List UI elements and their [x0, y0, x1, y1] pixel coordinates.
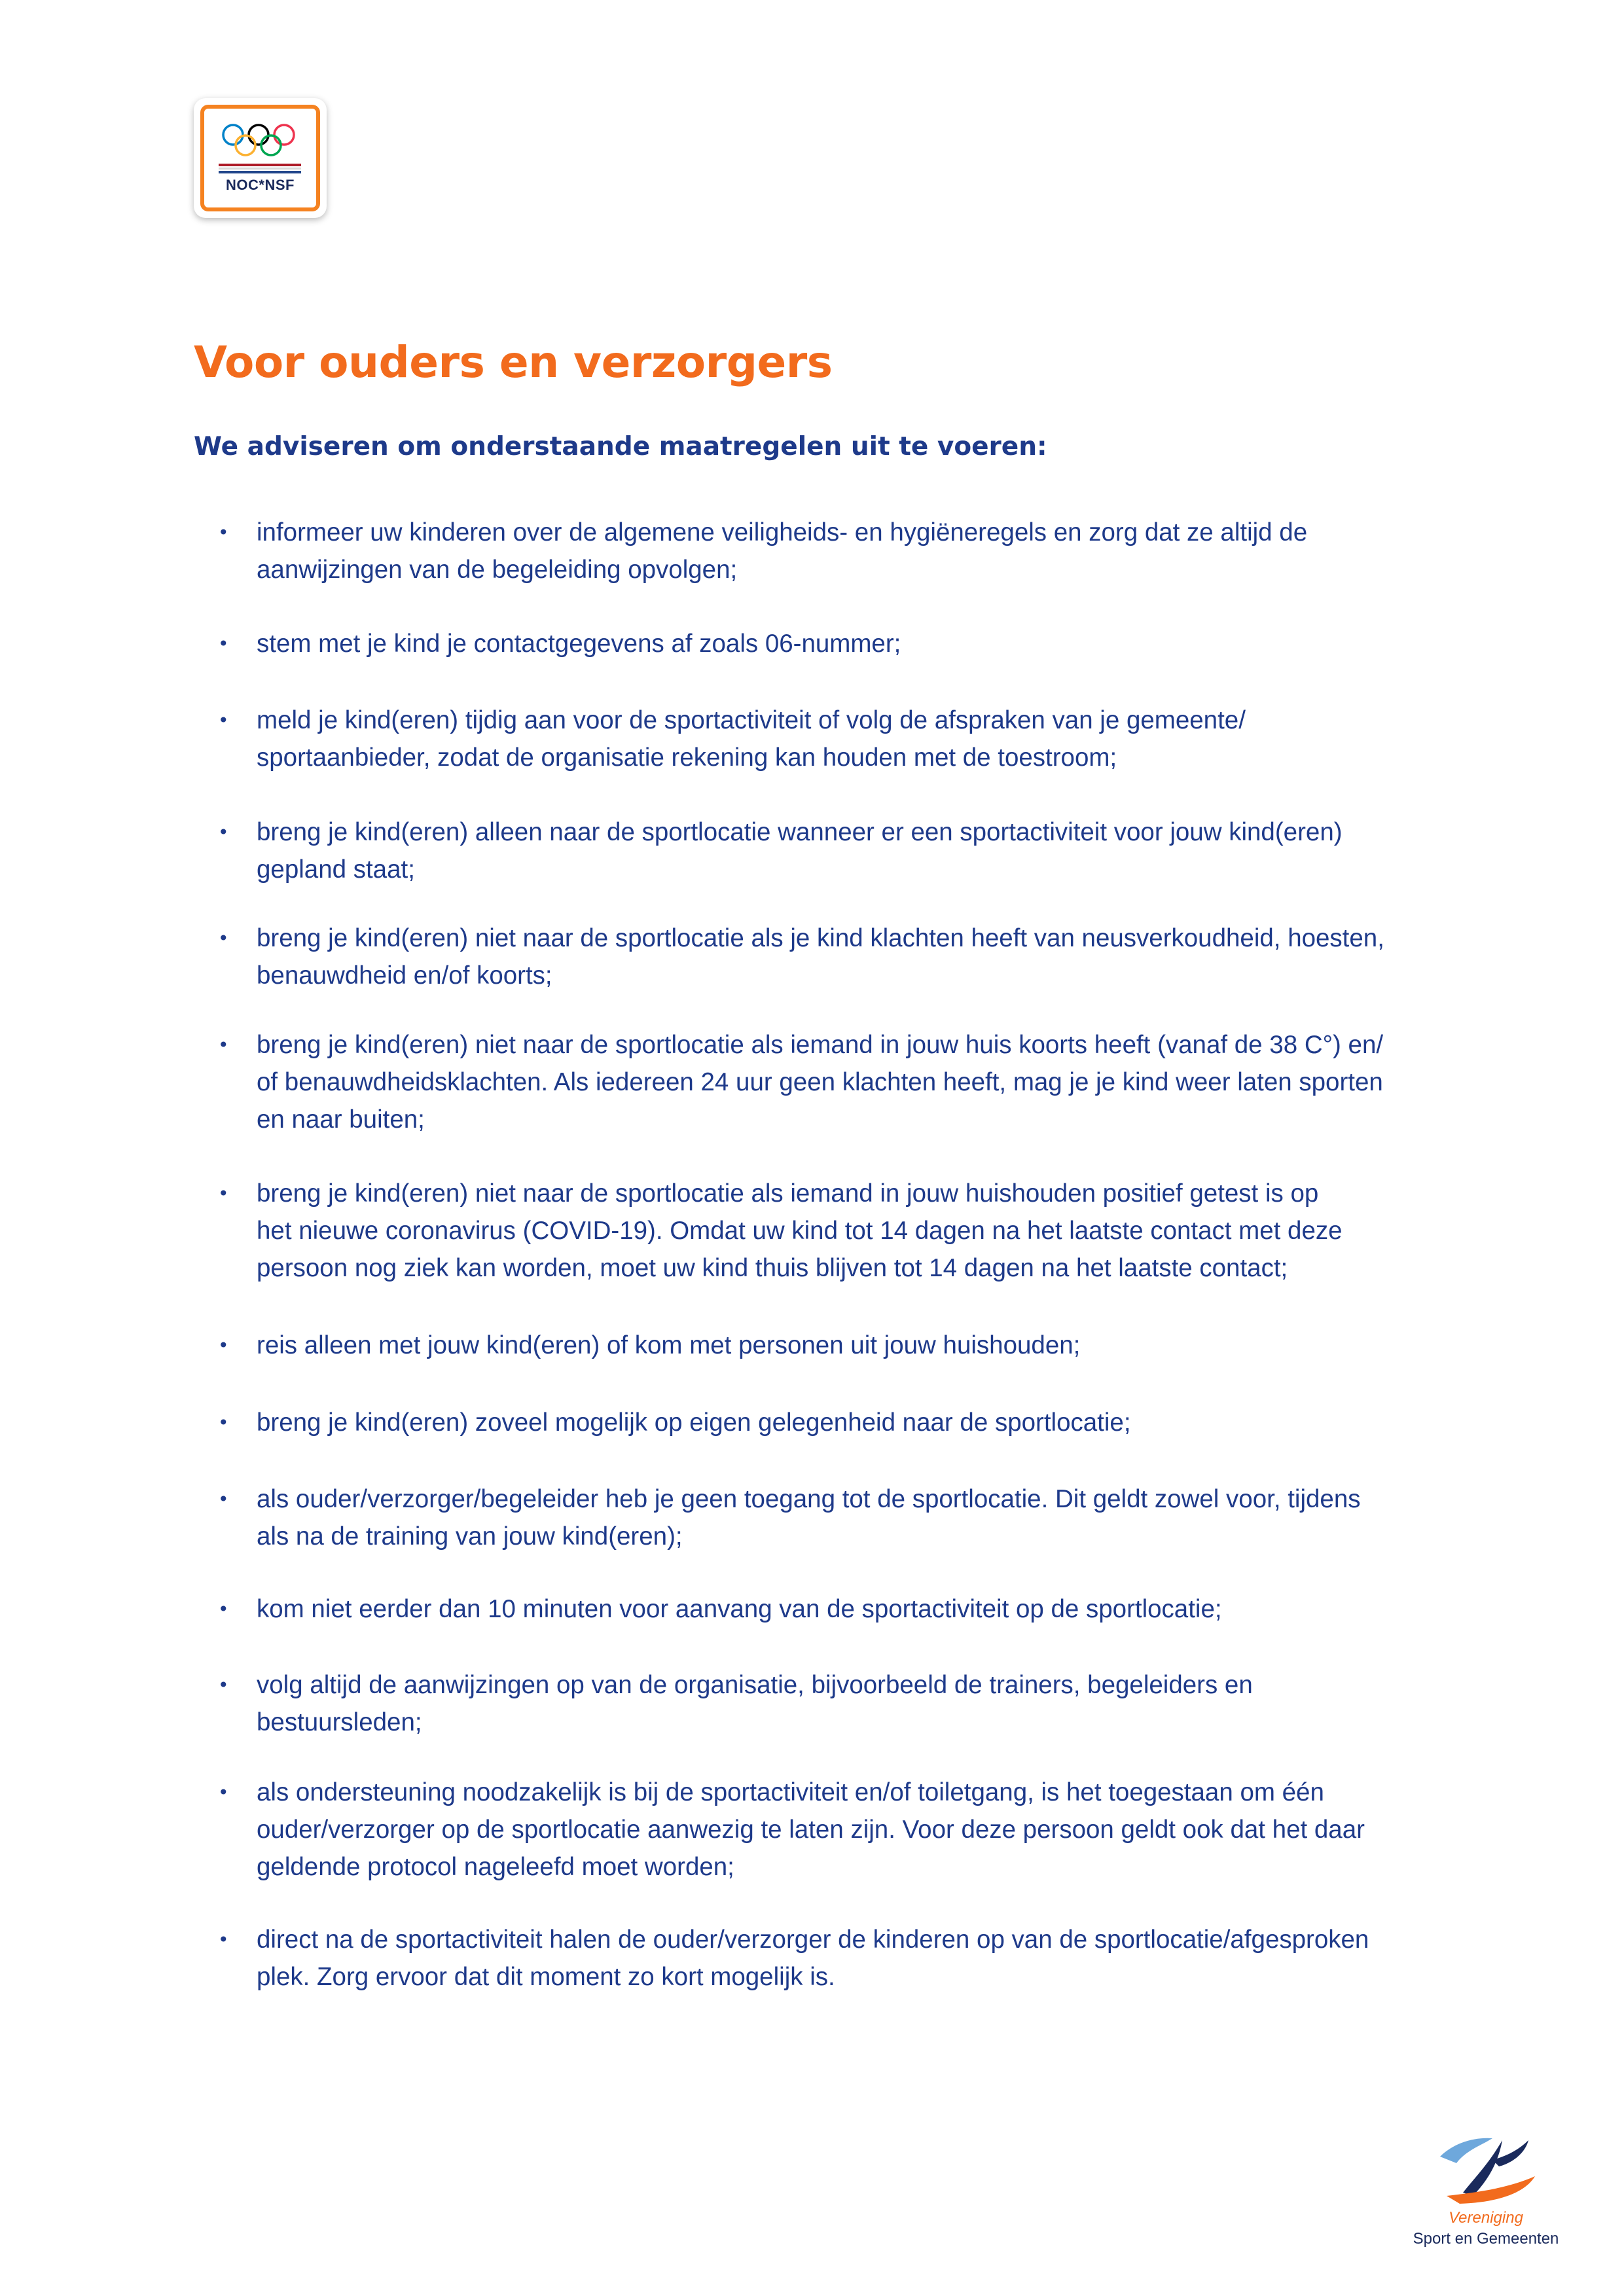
measure-line: bestuursleden; [257, 1708, 422, 1736]
measure-text [257, 702, 1487, 776]
bullet-marker: • [218, 522, 229, 543]
measure-line: reis alleen met jouw kind(eren) of kom met personen uit jouw huishouden; [257, 1331, 1081, 1359]
measure-line: volg altijd de aanwijzingen op van de organisatie, bijvoorbeeld de trainers, begeleiders en [257, 1671, 1253, 1699]
bullet-marker: • [218, 1598, 229, 1620]
measure-line: als ouder/verzorger/begeleider heb je geen toegang tot de sportlocatie. Dit geldt zowel voor, tijdens [257, 1485, 1361, 1513]
measure-line: aanwijzingen van de begeleiding opvolgen; [257, 556, 738, 584]
measure-line: of benauwdheidsklachten. Als iedereen 24 uur geen klachten heeft, mag je je kind weer laten sporten [257, 1068, 1383, 1096]
measure-text [257, 1480, 1487, 1555]
bullet-marker: • [218, 1488, 229, 1510]
measure-text [257, 920, 1487, 994]
bullet-marker: • [218, 1412, 229, 1433]
measure-line: en naar buiten; [257, 1105, 425, 1134]
measure-line: kom niet eerder dan 10 minuten voor aanvang van de sportactiviteit op de sportlocatie; [257, 1595, 1222, 1623]
bullet-marker: • [218, 1335, 229, 1356]
measure-line: breng je kind(eren) niet naar de sportlocatie als iemand in jouw huishouden positief getest is op [257, 1179, 1319, 1208]
measure-line: meld je kind(eren) tijdig aan voor de sportactiviteit of volg de afspraken van je gemeente/ [257, 706, 1246, 734]
measure-line: informeer uw kinderen over de algemene veiligheids- en hygiëneregels en zorg dat ze altijd de [257, 518, 1308, 547]
measure-text [257, 1774, 1487, 1886]
measure-line: breng je kind(eren) zoveel mogelijk op eigen gelegenheid naar de sportlocatie; [257, 1408, 1131, 1437]
measure-line: breng je kind(eren) niet naar de sportlocatie als je kind klachten heeft van neusverkoudheid, hoesten, [257, 924, 1384, 952]
measure-line: breng je kind(eren) alleen naar de sportlocatie wanneer er een sportactiviteit voor jouw kind(eren) [257, 818, 1343, 846]
measure-text [257, 1921, 1487, 1996]
bullet-marker: • [218, 1929, 229, 1950]
bullet-marker: • [218, 1034, 229, 1056]
olympic-rings-icon [194, 98, 327, 218]
measure-text [257, 1327, 1487, 1364]
measure-text [257, 1666, 1487, 1741]
measure-line: plek. Zorg ervoor dat dit moment zo kort mogelijk is. [257, 1963, 835, 1991]
measure-text [257, 1026, 1487, 1138]
measure-line: geldende protocol nageleefd moet worden; [257, 1853, 734, 1881]
measure-line: als ondersteuning noodzakelijk is bij de sportactiviteit en/of toiletgang, is het toegestaan om één [257, 1778, 1324, 1806]
measure-text [257, 814, 1487, 888]
measure-line: sportaanbieder, zodat de organisatie rekening kan houden met de toestroom; [257, 744, 1117, 772]
org-name-line1: Vereniging [1449, 2209, 1523, 2227]
measure-text [257, 1175, 1487, 1287]
measure-line: als na de training van jouw kind(eren); [257, 1522, 683, 1551]
noc-nsf-logo [194, 98, 327, 218]
org-name-line2: Sport en Gemeenten [1413, 2230, 1559, 2248]
bullet-marker: • [218, 1674, 229, 1696]
logo-wordmark: NOC*NSF [226, 177, 295, 193]
page-subtitle: We adviseren om onderstaande maatregelen uit te voeren: [194, 432, 1047, 461]
measure-text [257, 1590, 1487, 1628]
measure-line: benauwdheid en/of koorts; [257, 961, 552, 990]
page-title: Voor ouders en verzorgers [194, 337, 833, 387]
bullet-marker: • [218, 709, 229, 731]
bullet-marker: • [218, 633, 229, 655]
bullet-marker: • [218, 927, 229, 949]
bullet-marker: • [218, 1183, 229, 1204]
measure-line: persoon nog ziek kan worden, moet uw kind thuis blijven tot 14 dagen na het laatste contact; [257, 1254, 1288, 1282]
bullet-marker: • [218, 1782, 229, 1803]
measure-line: breng je kind(eren) niet naar de sportlocatie als iemand in jouw huis koorts heeft (vanaf de 38 C°) en/ [257, 1031, 1384, 1059]
measure-text [257, 514, 1487, 588]
measure-text [257, 625, 1487, 662]
measure-line: het nieuwe coronavirus (COVID-19). Omdat uw kind tot 14 dagen na het laatste contact met deze [257, 1217, 1343, 1245]
measure-text [257, 1404, 1487, 1441]
sport-figure-icon [1427, 2130, 1545, 2209]
measure-line: ouder/verzorger op de sportlocatie aanwezig te laten zijn. Voor deze persoon geldt ook dat het daar [257, 1816, 1365, 1844]
vsg-logo [1401, 2130, 1571, 2281]
measure-line: gepland staat; [257, 855, 415, 884]
bullet-marker: • [218, 821, 229, 843]
measure-line: stem met je kind je contactgegevens af zoals 06-nummer; [257, 630, 901, 658]
measure-line: direct na de sportactiviteit halen de ouder/verzorger de kinderen op van de sportlocatie/afgesproken [257, 1926, 1369, 1954]
